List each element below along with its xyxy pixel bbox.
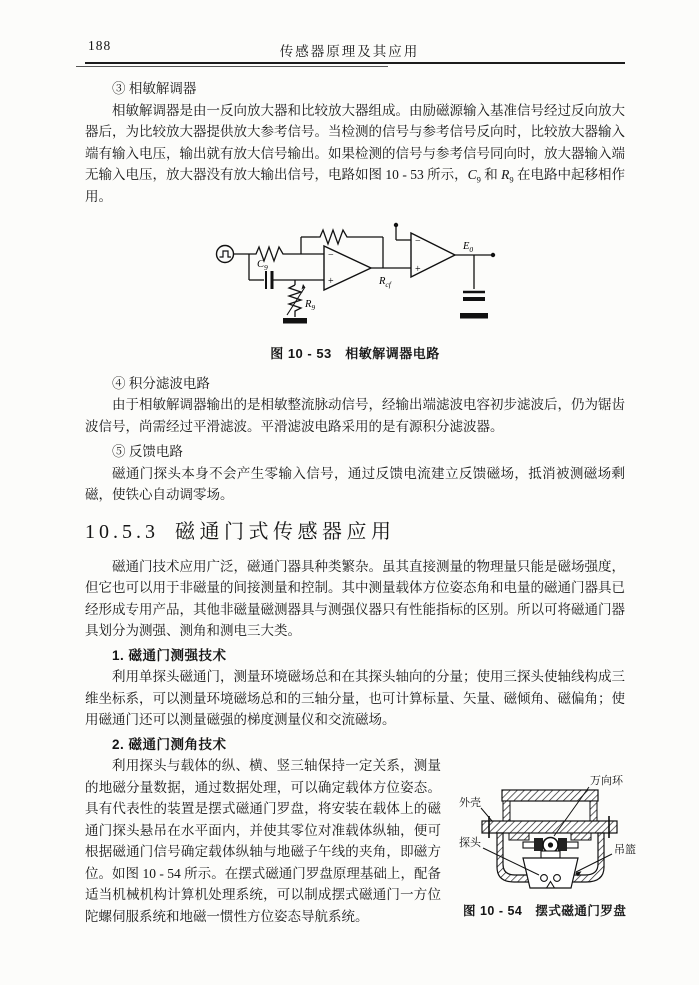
paragraph-text: 相敏解调器是由一反向放大器和比较放大器组成。由励磁源输入基准信号经过反向放大器后，为比较放大器提供放大参考信号。当检测的信号与参考信号反向时，比较放大器输入端有输入电压，输出就有放大信号输出。如果检测的信号与参考信号同向时，放大器输入端无输入电压，放大器没有放大输出信号，电路如图 10 - 53 所示， [85,102,625,182]
header-title: 传感器原理及其应用 [279,44,420,59]
compass-flange [482,821,617,833]
header-rule-secondary [76,66,388,67]
header-rule [85,62,625,64]
figure-10-53 [85,213,625,365]
paragraph-text: 和 [480,167,502,182]
gimbal-ring [523,838,578,859]
feedback-resistor [317,230,351,244]
item-5-heading: ⑤ 反馈电路 [112,444,183,459]
figure-10-53-caption: 图 10 - 53 相敏解调器电路 [270,346,440,361]
R9-resistor [289,285,301,317]
label-basket: 吊篮 [614,844,636,856]
phase-demodulator-schematic [193,213,523,341]
label-Eo: $E_0$ [463,241,474,254]
label-probe: 探头 [459,837,481,849]
symbol-C9-subscript: 9 [476,174,481,185]
output-ground-symbol [460,313,488,319]
subsection-1-paragraph: 利用单探头磁通门，测量环境磁场总和在其探头轴向的分量；使用三探头使轴线构成三维坐标系，可以测量环境磁场总和的三轴分量，也可计算标量、矢量、磁倾角、磁偏角；使用磁通门还可以测量磁强的梯度测量仪和交流磁场。 [85,669,625,727]
ground-symbol [283,318,307,324]
section-10-5-3-heading [85,518,625,546]
subsection-1-heading: 1. 磁通门测强技术 [112,647,227,663]
item-4-paragraph: 由于相敏解调器输出的是相敏整流脉动信号，经输出端滤波电容初步滤波后，仍为锯齿波信号，尚需经过平滑滤波。平滑滤波电路采用的是有源积分滤波器。 [85,397,625,434]
figure-10-54-caption: 图 10 - 54 摆式磁通门罗盘 [463,904,627,918]
opamp2-plus-sign: + [415,264,421,275]
label-Rcf: $R_{cf}$ [379,276,391,289]
page-body [85,74,636,927]
symbol-R9: R [501,167,510,182]
subsection-2-paragraph: 利用探头与载体的纵、横、竖三轴保持一定关系，测量的地磁分量数据，通过数据处理，可以确定载体方位姿态。具有代表性的装置是摆式磁通门罗盘，将安装在载体上的磁通门探头悬吊在水平面内，并使其零位对准载体纵轴，便可根据磁通门信号确定载体纵轴与地磁子午线的夹角，即磁方位。如图 10 - 54 所示。在摆式磁通门罗盘原理基础上，配备适当机械机构计算机处理系统，可以制成摆式磁通门一方位陀螺伺服系统和地磁一惯性方位姿态导航系统。 [85,758,441,924]
figure-10-54 [451,757,639,923]
label-C9: $C_9$ [257,259,268,272]
item-3-paragraph [85,100,625,208]
item-5-paragraph: 磁通门探头本身不会产生零输入信号，通过反馈电流建立反馈磁场，抵消被测磁场剩磁，使铁心自动调零场。 [85,465,625,502]
opamp2-minus-sign: − [415,236,421,247]
label-R9: $R_9$ [305,299,316,312]
fluxgate-compass-diagram [451,757,639,897]
symbol-R9-subscript: 9 [509,174,514,185]
label-gimbal: 万向环 [590,775,623,787]
terminal-dot [394,223,398,227]
item-3-heading: ③ 相敏解调器 [112,81,197,96]
section-number: 10.5.3 [85,520,159,543]
subsection-2-heading: 2. 磁通门测角技术 [112,736,227,752]
symbol-C9: C [467,167,477,182]
square-wave-source-icon [217,246,234,263]
section-title: 磁通门式传感器应用 [175,520,396,543]
label-housing: 外壳 [459,797,481,809]
paragraph-text: 在电路中起移相作用。 [85,167,626,204]
output-terminal-dot [491,253,495,257]
page-number: 188 [88,38,112,53]
section-intro-paragraph: 磁通门技术应用广泛，磁通门器具种类繁杂。虽其直接测量的物理量只能是磁场强度，但它也可以用于非磁量的间接测量和控制。其中测量载体方位姿态角和电量的磁通门器具已经形成专用产品，其他非磁量磁测器具与测强仪器只有性能指标的区别。所以可将磁通门器具划分为测强、测角和测电三大类。 [85,558,625,638]
opamp1-minus-sign: − [328,250,334,261]
item-4-heading: ④ 积分滤波电路 [112,375,210,391]
opamp1-plus-sign: + [328,276,334,287]
compass-lid [502,790,598,801]
suspension-basket [523,858,578,888]
